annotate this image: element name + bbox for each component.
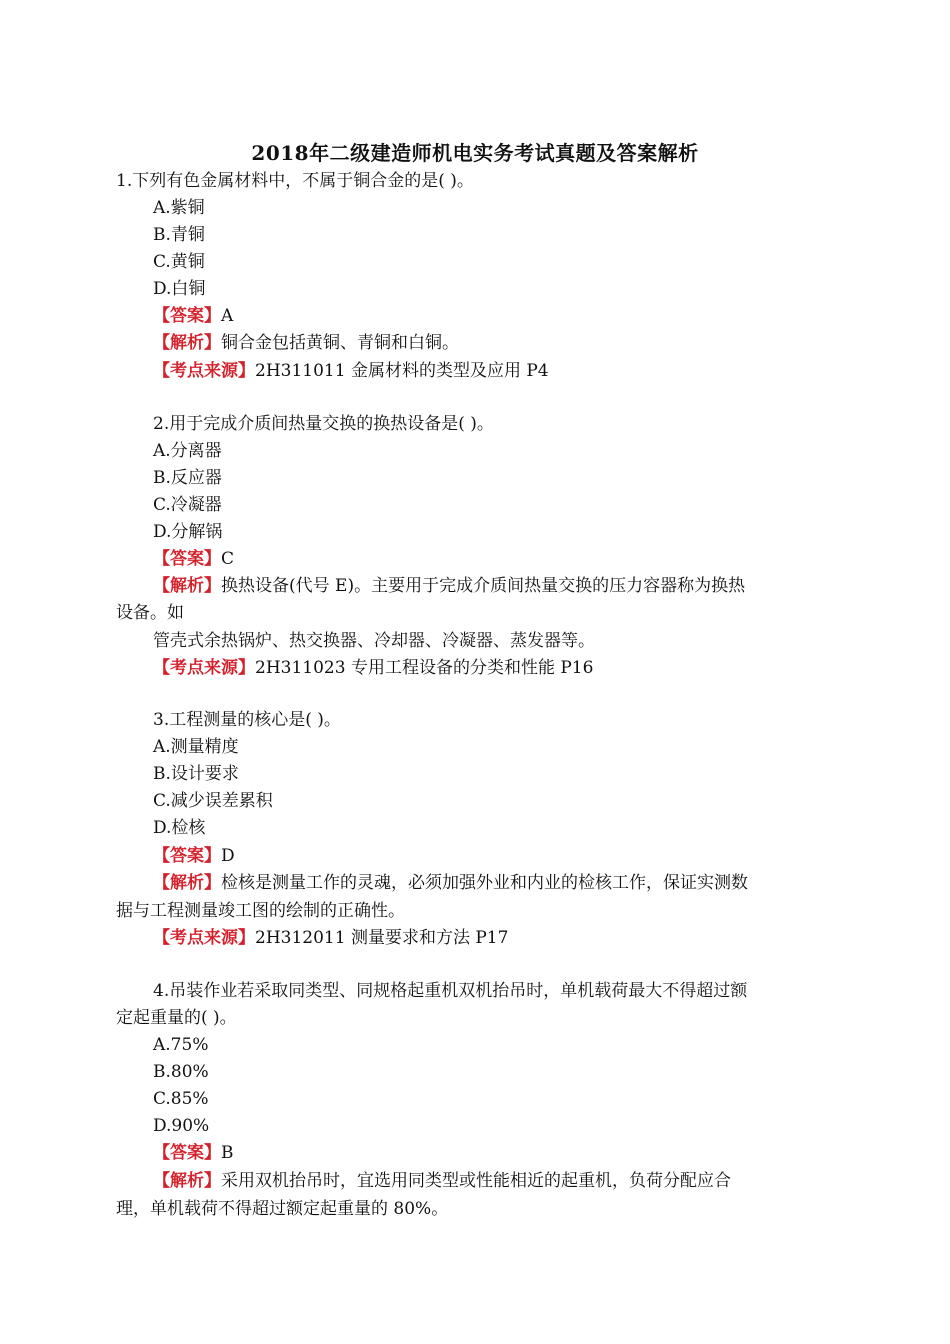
question-2-source — [153, 657, 593, 679]
source-label: 【考点来源】 — [153, 658, 255, 678]
question-1-option-b: B.青铜 — [153, 225, 205, 245]
analysis-text: 检核是测量工作的灵魂，必须加强外业和内业的检核工作，保证实测数 — [221, 873, 748, 893]
question-3-option-a: A.测量精度 — [153, 737, 239, 757]
question-3-analysis — [153, 872, 748, 894]
source-text: 2H311023 专用工程设备的分类和性能 P16 — [255, 658, 594, 678]
question-4-stem-cont: 定起重量的( )。 — [116, 1008, 237, 1028]
question-1-option-c: C.黄铜 — [153, 252, 205, 272]
question-1-stem: 1.下列有色金属材料中，不属于铜合金的是( )。 — [116, 171, 474, 191]
question-3-stem: 3.工程测量的核心是( )。 — [153, 710, 341, 730]
source-label: 【考点来源】 — [153, 928, 255, 948]
question-3-analysis-cont: 据与工程测量竣工图的绘制的正确性。 — [116, 901, 405, 921]
question-4-answer — [153, 1142, 234, 1164]
question-1-option-d: D.白铜 — [153, 279, 206, 299]
question-1-source — [153, 360, 549, 382]
question-4-option-d: D.90% — [153, 1116, 210, 1136]
question-2-option-d: D.分解锅 — [153, 522, 223, 542]
analysis-label: 【解析】 — [153, 873, 221, 893]
analysis-label: 【解析】 — [153, 1171, 221, 1191]
question-3-source — [153, 927, 508, 949]
page-title: 2018年二级建造师机电实务考试真题及答案解析 — [251, 141, 699, 165]
question-2-option-a: A.分离器 — [153, 441, 222, 461]
answer-label: 【答案】 — [153, 1143, 221, 1163]
answer-value: D — [221, 846, 235, 866]
source-text: 2H311011 金属材料的类型及应用 P4 — [255, 361, 549, 381]
question-1-analysis — [153, 332, 459, 354]
question-2-answer — [153, 548, 234, 570]
question-2-option-c: C.冷凝器 — [153, 495, 222, 515]
source-text: 2H312011 测量要求和方法 P17 — [255, 928, 509, 948]
question-4-analysis — [153, 1170, 731, 1192]
question-2-analysis — [153, 575, 745, 597]
answer-label: 【答案】 — [153, 549, 221, 569]
question-2-stem: 2.用于完成介质间热量交换的换热设备是( )。 — [153, 414, 494, 434]
question-2-option-b: B.反应器 — [153, 468, 222, 488]
answer-label: 【答案】 — [153, 306, 221, 326]
question-2-analysis-cont: 管壳式余热锅炉、热交换器、冷却器、冷凝器、蒸发器等。 — [153, 631, 595, 651]
question-4-option-a: A.75% — [153, 1035, 209, 1055]
question-4-option-c: C.85% — [153, 1089, 209, 1109]
analysis-label: 【解析】 — [153, 576, 221, 596]
answer-value: B — [221, 1143, 234, 1163]
analysis-label: 【解析】 — [153, 333, 221, 353]
question-4-stem: 4.吊装作业若采取同类型、同规格起重机双机抬吊时，单机载荷最大不得超过额 — [153, 981, 748, 1001]
question-3-answer — [153, 845, 235, 867]
question-3-option-d: D.检核 — [153, 818, 206, 838]
analysis-text: 铜合金包括黄铜、青铜和白铜。 — [221, 333, 459, 353]
question-1-answer — [153, 305, 233, 327]
question-3-option-b: B.设计要求 — [153, 764, 239, 784]
answer-value: A — [221, 306, 234, 326]
question-4-option-b: B.80% — [153, 1062, 209, 1082]
answer-label: 【答案】 — [153, 846, 221, 866]
analysis-text: 换热设备(代号 E)。主要用于完成介质间热量交换的压力容器称为换热 — [221, 576, 746, 596]
question-3-option-c: C.减少误差累积 — [153, 791, 273, 811]
source-label: 【考点来源】 — [153, 361, 255, 381]
question-2-analysis-cont: 设备。如 — [116, 603, 184, 623]
answer-value: C — [221, 549, 235, 569]
question-1-option-a: A.紫铜 — [153, 198, 205, 218]
analysis-text: 采用双机抬吊时，宜选用同类型或性能相近的起重机，负荷分配应合 — [221, 1171, 731, 1191]
question-4-analysis-cont: 理，单机载荷不得超过额定起重量的 80%。 — [116, 1199, 449, 1219]
